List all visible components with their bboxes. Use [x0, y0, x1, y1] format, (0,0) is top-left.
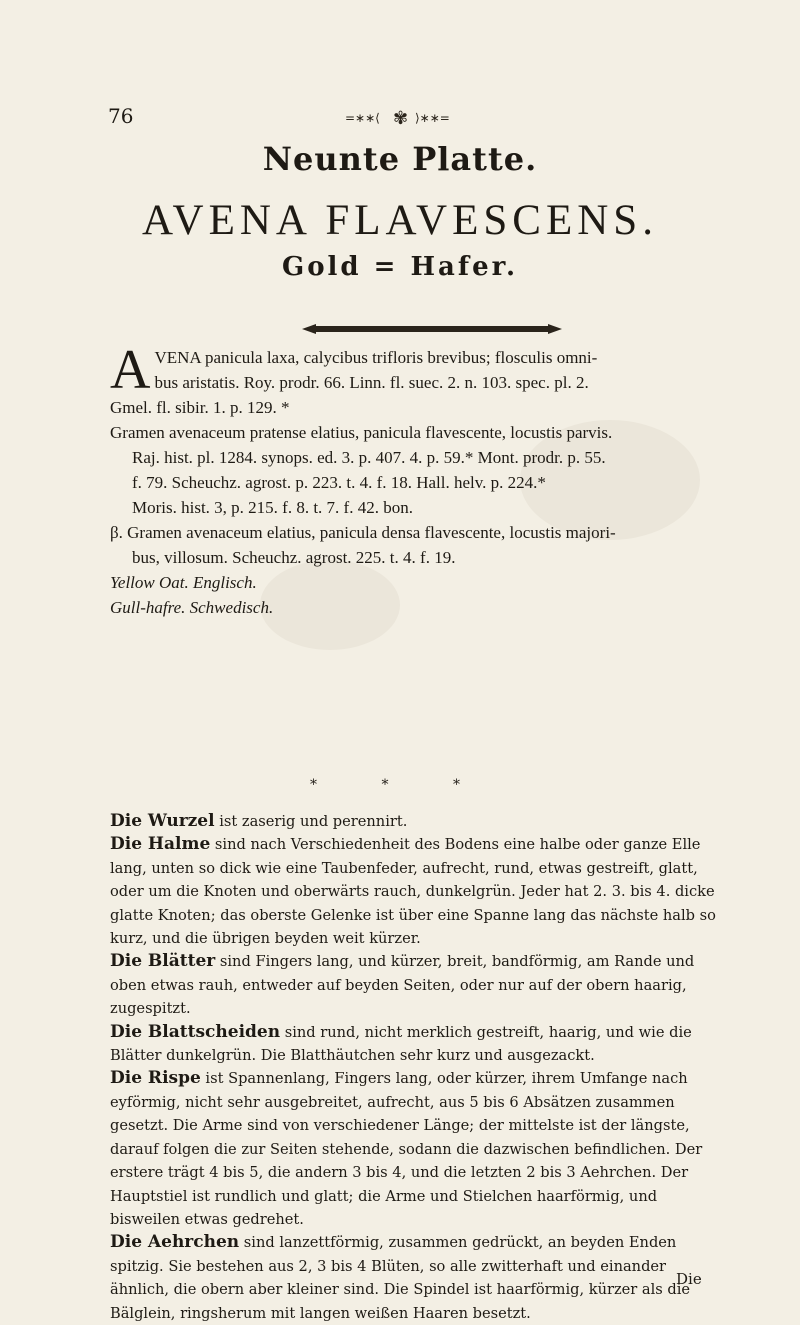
catchword: Die — [676, 1270, 702, 1288]
latin-line: Moris. hist. 3, p. 215. f. 8. t. 7. f. 42. bon. — [132, 498, 413, 517]
paragraph-text: sind lanzettförmig, zusammen gedrückt, an beyden Enden spitzig. Sie bestehen aus 2, 3 bis 4 Blüten, so alle zwitterhaft und einander ähnlich, die obern aber kleiner sind. Die Spindel ist haarförmig, kürzer als die Bälglein, ringsherum mit langen weißen Haaren besetzt. — [110, 1234, 691, 1322]
paragraph-head: Die Aehrchen — [110, 1232, 240, 1253]
latin-line: Raj. hist. pl. 1284. synops. ed. 3. p. 407. 4. p. 59.* Mont. prodr. p. 55. — [132, 448, 606, 467]
drop-cap: A — [110, 339, 151, 401]
paragraph-head: Die Rispe — [110, 1068, 201, 1089]
paragraph-text: ist Spannenlang, Fingers lang, oder kürzer, ihrem Umfange nach eyförmig, nicht sehr ausgebreitet, aufrecht, aus 5 bis 6 Absätzen zusammen gesetzt. Die Arme sind von verschiedener Länge; der mittelste ist der längste, darauf folgen die zur Seiten stehende, sodann die dazwischen befindlichen. Der erstere trägt 4 bis 5, die andern 3 bis 4, und die letzten 2 bis 3 Aehrchen. Der Hauptstiel ist rundlich und glatt; die Arme und Stielchen haarförmig, und bisweilen etwas gedrehet. — [110, 1070, 703, 1228]
paragraph-head: Die Blätter — [110, 951, 216, 972]
paragraph-text: sind nach Verschiedenheit des Bodens eine halbe oder ganze Elle lang, unten so dick wie eine Taubenfeder, aufrecht, rund, etwas gestreift, glatt, oder um die Knoten und oberwärts rauch, dunkelgrün. Jeder hat 2. 3. bis 4. dicke glatte Knoten; das oberste Gelenke ist über eine Spanne lang das nächste halb so kurz, und die übrigen beyden weit kürzer. — [110, 836, 716, 948]
paragraph-head: Die Halme — [110, 834, 211, 855]
german-description — [110, 810, 722, 1325]
header-ornament-icon — [343, 104, 461, 132]
paragraph-blaetter — [110, 950, 722, 1020]
latin-line: Gramen avenaceum pratense elatius, panicula flavescente, locustis parvis. — [110, 423, 613, 442]
species-name: AVENA FLAVESCENS. — [142, 197, 658, 244]
paragraph-rispe — [110, 1067, 722, 1231]
paragraph-wurzel — [110, 810, 722, 833]
latin-line: Gmel. fl. sibir. 1. p. 129. * — [110, 398, 290, 417]
separator-stars: * * * — [310, 777, 490, 793]
latin-line: VENA panicula laxa, calycibus trifloris brevibus; flosculis omni- — [154, 348, 598, 367]
german-name: Gold = Hafer. — [282, 252, 518, 282]
paragraph-blattscheiden — [110, 1021, 722, 1068]
paragraph-head: Die Blattscheiden — [110, 1021, 281, 1042]
latin-line: β. Gramen avenaceum elatius, panicula densa flavescente, locustis majori- — [110, 523, 616, 542]
latin-line: bus, villosum. Scheuchz. agrost. 225. t. 4. f. 19. — [132, 548, 456, 567]
latin-description — [110, 339, 720, 620]
svg-text:⟩∗∗=: ⟩∗∗= — [415, 111, 450, 125]
paragraph-aehrchen — [110, 1231, 722, 1325]
paragraph-text: ist zaserig und perennirt. — [214, 813, 408, 830]
paragraph-text: sind Fingers lang, und kürzer, breit, bandförmig, am Rande und oben etwas rauh, entweder auf beyden Seiten, oder nur auf der obern haarig, zugespitzt. — [110, 953, 695, 1018]
latin-line: Gull-hafre. Schwedisch. — [110, 598, 274, 617]
paragraph-halme — [110, 833, 722, 950]
latin-line: Yellow Oat. Englisch. — [110, 573, 257, 592]
svg-text:=∗∗⟨: =∗∗⟨ — [345, 111, 380, 125]
paragraph-text: sind rund, nicht merklich gestreift, haarig, und wie die Blätter dunkelgrün. Die Blatthäutchen sehr kurz und ausgezackt. — [110, 1023, 692, 1065]
page-number: 76 — [108, 104, 134, 128]
plate-title: Neunte Platte. — [262, 140, 538, 178]
latin-line: f. 79. Scheuchz. agrost. p. 223. t. 4. f. 18. Hall. helv. p. 224.* — [132, 473, 546, 492]
paragraph-head: Die Wurzel — [110, 811, 215, 831]
latin-line: bus aristatis. Roy. prodr. 66. Linn. fl. suec. 2. n. 103. spec. pl. 2. — [154, 373, 589, 392]
decorative-rule — [302, 323, 562, 335]
svg-text:✾: ✾ — [393, 108, 409, 129]
